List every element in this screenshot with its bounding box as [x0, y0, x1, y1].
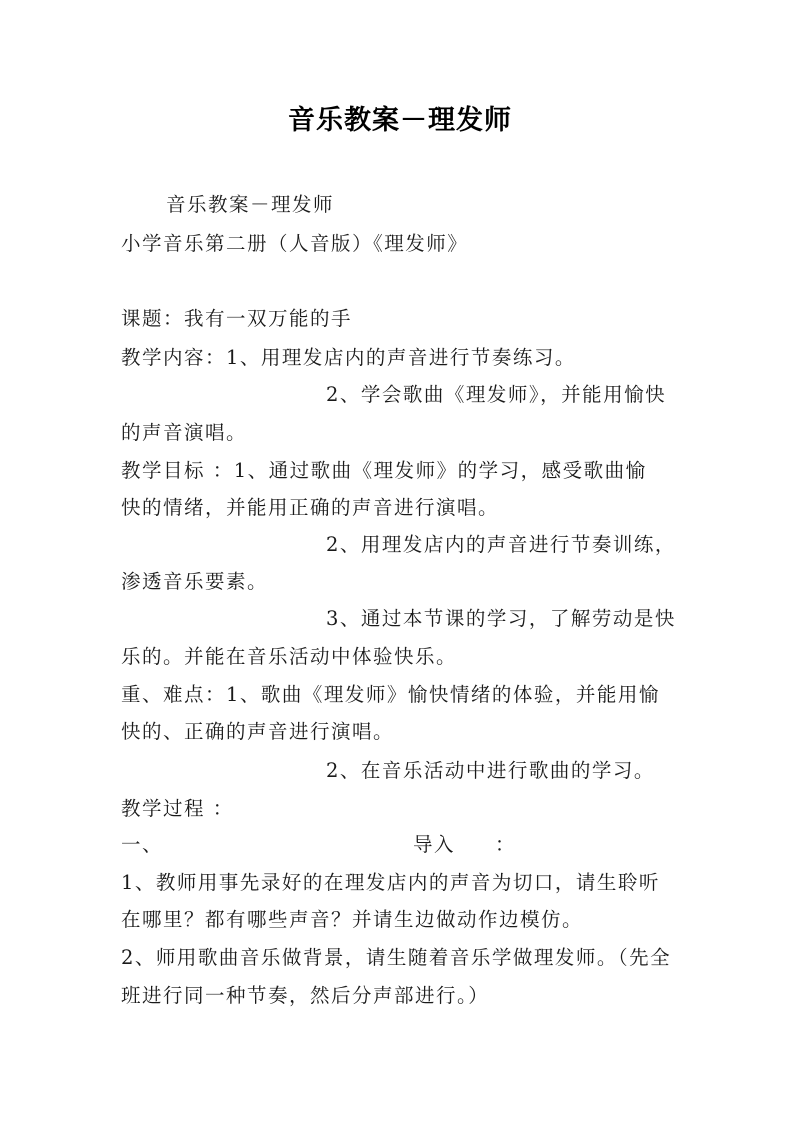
goal-line-2: 快的情绪，并能用正确的声音进行演唱。 [121, 496, 500, 519]
key-points-line-2: 快的、正确的声音进行演唱。 [121, 720, 395, 743]
goal-line-4: 渗透音乐要素。 [121, 570, 269, 593]
goal-line-3: 2、用理发店内的声音进行节奏训练， [326, 533, 676, 556]
content-line-3: 的声音演唱。 [121, 421, 248, 444]
goal-line-6: 乐的。并能在音乐活动中体验快乐。 [121, 645, 458, 668]
step-1-line-2: 在哪里？都有哪些声音？并请生边做动作边模仿。 [121, 908, 584, 931]
goal-line-5: 3、通过本节课的学习，了解劳动是快 [326, 607, 676, 630]
step-2-line-2: 班进行同一种节奏，然后分声部进行。） [121, 984, 490, 1007]
goal-line-1: 教学目标 ：1、通过歌曲《理发师》的学习，感受歌曲愉 [121, 459, 647, 482]
key-points-line-3: 2、在音乐活动中进行歌曲的学习。 [326, 759, 655, 782]
document-title: 音乐教案－理发师 [288, 105, 512, 136]
section-colon: ： [495, 833, 517, 856]
subtitle-line: 音乐教案－理发师 [166, 193, 335, 216]
content-line-2: 2、学会歌曲《理发师》，并能用愉快 [326, 383, 667, 406]
section-title: 导入 [413, 833, 456, 856]
section-number: 一、 [121, 833, 164, 856]
step-1-line-1: 1、教师用事先录好的在理发店内的声音为切口，请生聆听 [121, 871, 660, 894]
textbook-line: 小学音乐第二册（人音版）《理发师》 [121, 232, 469, 255]
step-2-line-1: 2、师用歌曲音乐做背景，请生随着音乐学做理发师。（先全 [121, 946, 672, 969]
content-line-1: 教学内容：1、用理发店内的声音进行节奏练习。 [121, 346, 576, 369]
topic-line: 课题：我有一双万能的手 [121, 307, 353, 330]
key-points-line-1: 重、难点：1、歌曲《理发师》愉快情绪的体验，并能用愉 [121, 683, 660, 706]
process-heading: 教学过程 ： [121, 797, 234, 820]
